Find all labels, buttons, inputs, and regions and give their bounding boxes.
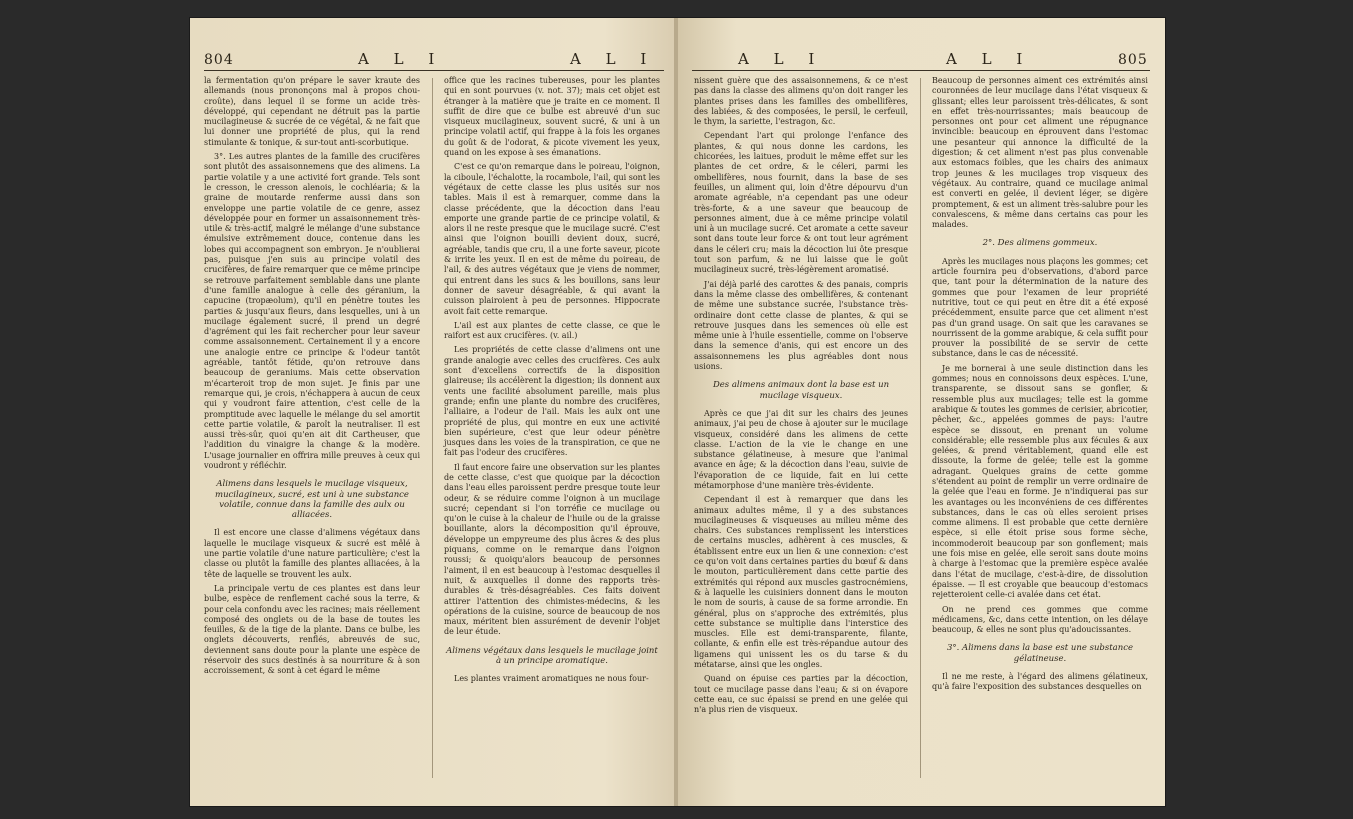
left-running-header-1: A L I <box>358 50 445 68</box>
right-page <box>678 18 1165 806</box>
right-column-1 <box>694 76 908 720</box>
right-col2-heading: 2°. Des alimens gommeux. <box>982 238 1098 249</box>
right-header-rule <box>692 70 1150 71</box>
right-running-header-1: A L I <box>738 50 825 68</box>
right-page-number: 805 <box>1118 52 1148 68</box>
right-column-separator <box>920 78 921 778</box>
book-spread <box>190 18 1165 806</box>
paragraph: Quand on épuise ces parties par la décoction, tout ce mucilage passe dans l'eau; & si on évapore cette eau, ce suc épaissi se prend en une gelée qui n'a plus rien de visqueux. <box>694 674 908 715</box>
left-page <box>190 18 677 806</box>
paragraph: Cependant l'art qui prolonge l'enfance des plantes, & qui nous donne les cardons, les chicorées, les laitues, produit le même effet sur les plantes de cet ordre, & le céleri, parmi les ombellifères, nous fournit, dans la base de ses feuilles, un aliment qui, loin d'être dépourvu d'un aromate agréable, n'a cependant pas une odeur très-forte, & a une saveur que beaucoup de personnes aiment, due à ce même principe volatil uni à un mucilage sucré. Cet aromate a cette saveur sont dans toute leur force & ont tout leur agrément dans le céleri cru; mais la décoction lui ôte presque tout son parfum, & ne lui laisse que le goût mucilagineux sucré, très-légèrement aromatisé. <box>694 131 908 275</box>
paragraph: L'ail est aux plantes de cette classe, ce que le raifort est aux crucifères. (v. ail.) <box>444 320 660 341</box>
paragraph: Il faut encore faire une observation sur les plantes de cette classe, c'est que quoique par la décoction dans l'eau elles paroissent perdre presque toute leur odeur, & se réduire comme l'oignon à un mucilage sucré; cependant si l'on torréfie ce mucilage ou qu'on le cuise à la chaleur de l'huile ou de la graisse bouillante, alors la décomposition qu'il éprouve, développe un empyreume des plus âcres & des plus piquans, comme on le remarque dans l'oignon roussi; & quoiqu'alors beaucoup de personnes l'aiment, il en est beaucoup à l'estomac desquelles il nuit, & auxquelles il donne des rapports très-durables & très-désagréables. Ces faits doivent attirer l'attention des chimistes-médecins, & les opérations de la cuisine, source de beaucoup de nos maux, méritent bien assurément de devenir l'objet de leur étude. <box>444 462 660 637</box>
left-header-rule <box>204 70 664 71</box>
left-col1-heading: Alimens dans lesquels le mucilage visqueux, mucilagineux, sucré, est uni à une substance volatile, connue dans la famille des aulx ou alliacées. <box>215 479 409 521</box>
paragraph: La principale vertu de ces plantes est dans leur bulbe, espèce de renflement caché sous la terre, & pour cela confondu avec les racines; mais réellement composé des onglets ou de la base de toutes les feuilles, & de la tige de la plante. Dans ce bulbe, les onglets découverts, renflés, abreuvés de suc, deviennent sans doute pour la plante une espèce de réservoir des sucs destinés à sa nourriture & à son accroissement, & sont à cet égard le même <box>204 583 420 676</box>
right-col1-heading: Des alimens animaux dont la base est un mucilage visqueux. <box>712 380 890 401</box>
paragraph: nissent guère que des assaisonnemens, & ce n'est pas dans la classe des alimens qu'on doit ranger les plantes prises dans les familles des ombellifères, des labiées, & des composées, le persil, le cerfeuil, le thym, la sariette, l'estragon, &c. <box>694 76 908 127</box>
paragraph: Beaucoup de personnes aiment ces extrémités ainsi couronnées de leur mucilage dans l'état visqueux & glissant; elles leur paroissent très-délicates, & sont en effet très-nourrissantes; mais beaucoup de personnes ont pour cet aliment une répugnance invincible: beaucoup en éprouvent dans l'estomac une pesanteur qui annonce la difficulté de la digestion; & cet aliment n'est pas plus convenable aux estomacs foibles, que les chairs des animaux trop jeunes & les mucilages trop visqueux des végétaux. Au contraire, quand ce mucilage animal est converti en gelée, il devient léger, se digère promptement, & est un aliment très-salubre pour les convalescens, & même dans certains cas pour les malades. <box>932 76 1148 230</box>
left-running-header-2: A L I <box>570 50 657 68</box>
right-col2-heading-2: 3°. Alimens dans la base est une substance gélatineuse. <box>947 643 1133 664</box>
paragraph: Je me bornerai à une seule distinction dans les gommes; nous en connoissons deux espèces. L'une, transparente, se dissout sans se gonfler, & ressemble plus aux mucilages; telle est la gomme arabique & toutes les gommes de cerisier, abricotier, pêcher, &c., appelées gommes de pays: l'autre espèce se dissout, en prenant un volume considérable; elle ressemble plus aux fécules & aux gelées, & prend véritablement, quand elle est dissoute, la forme de gelée; telle est la gomme adragant. Quelques grains de cette gomme s'étendent au point de remplir un verre ordinaire de la gelée que l'eau en forme. Je n'indiquerai pas sur les avantages ou les inconvéniens de ces différentes substances, dans le cas où elles seroient prises comme alimens. Il est probable que cette dernière espèce, si elle étoit prise sous forme sèche, incommoderoit beaucoup par son gonflement; mais une fois mise en gelée, elle seroit sans doute moins à charge à l'estomac que la première espèce avalée dans l'état de mucilage, c'est-à-dire, de dissolution épaisse. — Il est croyable que beaucoup d'estomacs rejetteroient celle-ci avalée dans cet état. <box>932 363 1148 600</box>
left-column-1 <box>204 76 420 681</box>
right-running-header-2: A L I <box>946 50 1033 68</box>
left-column-2 <box>444 76 660 689</box>
left-column-separator <box>432 78 433 778</box>
paragraph: Il est encore une classe d'alimens végétaux dans laquelle le mucilage visqueux & sucré est mêlé à une partie volatile d'une nature particulière; c'est la classe ou plutôt la famille des plantes alliacées, à la tête de laquelle se trouvent les aulx. <box>204 528 420 579</box>
paragraph: Les plantes vraiment aromatiques ne nous four- <box>454 674 649 684</box>
paragraph: On ne prend ces gommes que comme médicamens, &c, dans cette intention, on les délaye beaucoup, & elles ne sont plus qu'adoucissantes. <box>932 604 1148 635</box>
paragraph: la fermentation qu'on prépare le saver kraute des allemands (nous prononçons mal à propos chou-croûte), dans lequel il se forme un acide très-développé, qui cependant ne détruit pas la partie mucilagineuse & sucrée de ce végétal, & ne fait que lui donner une propriété de plus, qui la rend stimulante & tonique, & sur-tout anti-scorbutique. <box>204 76 420 147</box>
paragraph: Il ne me reste, à l'égard des alimens gélatineux, qu'à faire l'exposition des substances desquelles on <box>932 672 1148 692</box>
paragraph: 3°. Les autres plantes de la famille des crucifères sont plutôt des assaisonnemens que des alimens. La partie volatile y a une activité fort grande. Tels sont le cresson, le cresson alenois, le cochléaria; & la graine de moutarde renferme aussi dans son enveloppe une partie volatile de ce genre, assez développée pour en former un assaisonnement très-utile & très-actif, malgré le mélange d'une substance émulsive extrêmement douce, contenue dans les lobes qui accompagnent son embryon. Je n'oublierai pas, puisque j'en suis au principe volatil des crucifères, de faire remarquer que ce même principe se retrouve parfaitement semblable dans une plante d'une famille analogue à celle des géranium, la capucine (tropæolum), qu'il en pénètre toutes les parties & jusqu'aux fleurs, dans lesquelles, uni à un mucilage également sucré, il prend un degré d'agrément qui les fait rechercher pour leur saveur comme assaisonnement. Certainement il y a encore une analogie entre ce principe & l'odeur tantôt agréable, tantôt fétide, qu'on retrouve dans beaucoup de geraniums. Mais cette observation m'écarteroit trop de mon sujet. Je finis par une remarque qui, je crois, n'échappera à aucun de ceux qui y voudront faire attention, c'est celle de la promptitude avec laquelle le mélange du sel amortit cette partie volatile, & paroît la neutraliser. Il est aussi très-sûr, quoi qu'en ait dit Cartheuser, que l'addition du vinaigre la change & la modère. L'usage journalier en offrira mille preuves à ceux qui voudront y réfléchir. <box>204 152 420 470</box>
paragraph: office que les racines tubereuses, pour les plantes qui en sont pourvues (v. not. 37); mais cet objet est étranger à la matière que je traite en ce moment. Il suffit de dire que ce bulbe est abreuvé d'un suc visqueux mucilagineux, souvent sucré, & uni à un principe volatil actif, qui frappe à la fois les organes du goût & de l'odorat, & picote vivement les yeux, quand on les expose à ses émanations. <box>444 76 660 158</box>
paragraph: Cependant il est à remarquer que dans les animaux adultes même, il y a des substances mucilagineuses & visqueuses au milieu même des chairs. Ces substances remplissent les interstices de certains muscles, adhèrent à ces muscles, & établissent entre eux un lien & une connexion: c'est ce qu'on voit dans certaines parties du bœuf & dans le mouton, particulièrement dans cette partie des extrémités qui répond aux muscles gastrocnémiens, & à laquelle les cuisiniers donnent dans le mouton le nom de souris, à cause de sa forme arrondie. En général, plus on s'approche des extrémités, plus cette substance se multiplie dans l'interstice des muscles. Elle est demi-transparente, filante, collante, & enfin elle est très-répandue autour des ligamens qui unissent les os du tarse & du métatarse, ainsi que les ongles. <box>694 495 908 670</box>
paragraph: J'ai déjà parlé des carottes & des panais, compris dans la même classe des ombellifères, & contenant de même une substance sucrée, l'substance très-ordinaire dont cette classe de plantes, & qui se retrouve jusques dans les semences où elle est même unie à l'huile essentielle, comme on l'observe dans la semence d'anis, qui est encore un des assaisonnemens les plus agréables dont nous usions. <box>694 279 908 372</box>
left-col2-heading: Alimens végétaux dans lesquels le mucilage joint à un principe aromatique. <box>446 645 658 667</box>
paragraph: Après ce que j'ai dit sur les chairs des jeunes animaux, j'ai peu de chose à ajouter sur le mucilage visqueux, considéré dans les alimens de cette classe. L'action de la vie le change en une substance gélatineuse, à mesure que l'animal avance en âge; & la décoction dans l'eau, suivie de l'évaporation de ce liquide, fait en lui cette métamorphose d'une manière très-évidente. <box>694 408 908 490</box>
right-column-2 <box>932 76 1148 697</box>
paragraph: C'est ce qu'on remarque dans le poireau, l'oignon, la ciboule, l'échalotte, la rocambole, l'ail, qui sont les végétaux de cette classe les plus usités sur nos tables. Mais il est à remarquer, comme dans la classe précédente, que la décoction dans l'eau emporte une grande partie de ce principe volatil, & alors il ne reste presque que le mucilage sucré. C'est ainsi que l'oignon bouilli devient doux, sucré, agréable, tandis que cru, il a une forte saveur, picote & irrite les yeux. Il en est de même du poireau, de l'ail, & des autres végétaux que je viens de nommer, qui entrent dans les sucs & les bouillons, sans leur donner de saveur désagréable, & qui avant la cuisson plairoient à peu de personnes. Hippocrate avoit fait cette remarque. <box>444 162 660 316</box>
paragraph: Après les mucilages nous plaçons les gommes; cet article fournira peu d'observations, d'abord parce que, tant pour la détermination de la nature des gommes que pour l'examen de leur propriété nutritive, tout ce qui peut en être dit a été exposé précédemment, ensuite parce que cet aliment n'est pas d'un grand usage. On sait que les caravanes se nourrissent de la gomme arabique, & cela suffit pour prouver la possibilité de se servir de cette substance, dans le cas de nécessité. <box>932 256 1148 359</box>
paragraph: Les propriétés de cette classe d'alimens ont une grande analogie avec celles des crucifères. Ces aulx sont d'excellens correctifs de la disposition glaireuse; ils accélèrent la digestion; ils donnent aux vents une facilité absolument pareille, mais plus grande; enfin une plante du nombre des crucifères, l'alliaire, a l'odeur de l'ail. Mais les aulx ont une propriété de plus, qui montre en eux une activité bien supérieure, c'est que leur odeur pénètre jusques dans les voies de la transpiration, ce que ne fait pas l'odeur des crucifères. <box>444 345 660 458</box>
left-page-number: 804 <box>204 52 234 68</box>
